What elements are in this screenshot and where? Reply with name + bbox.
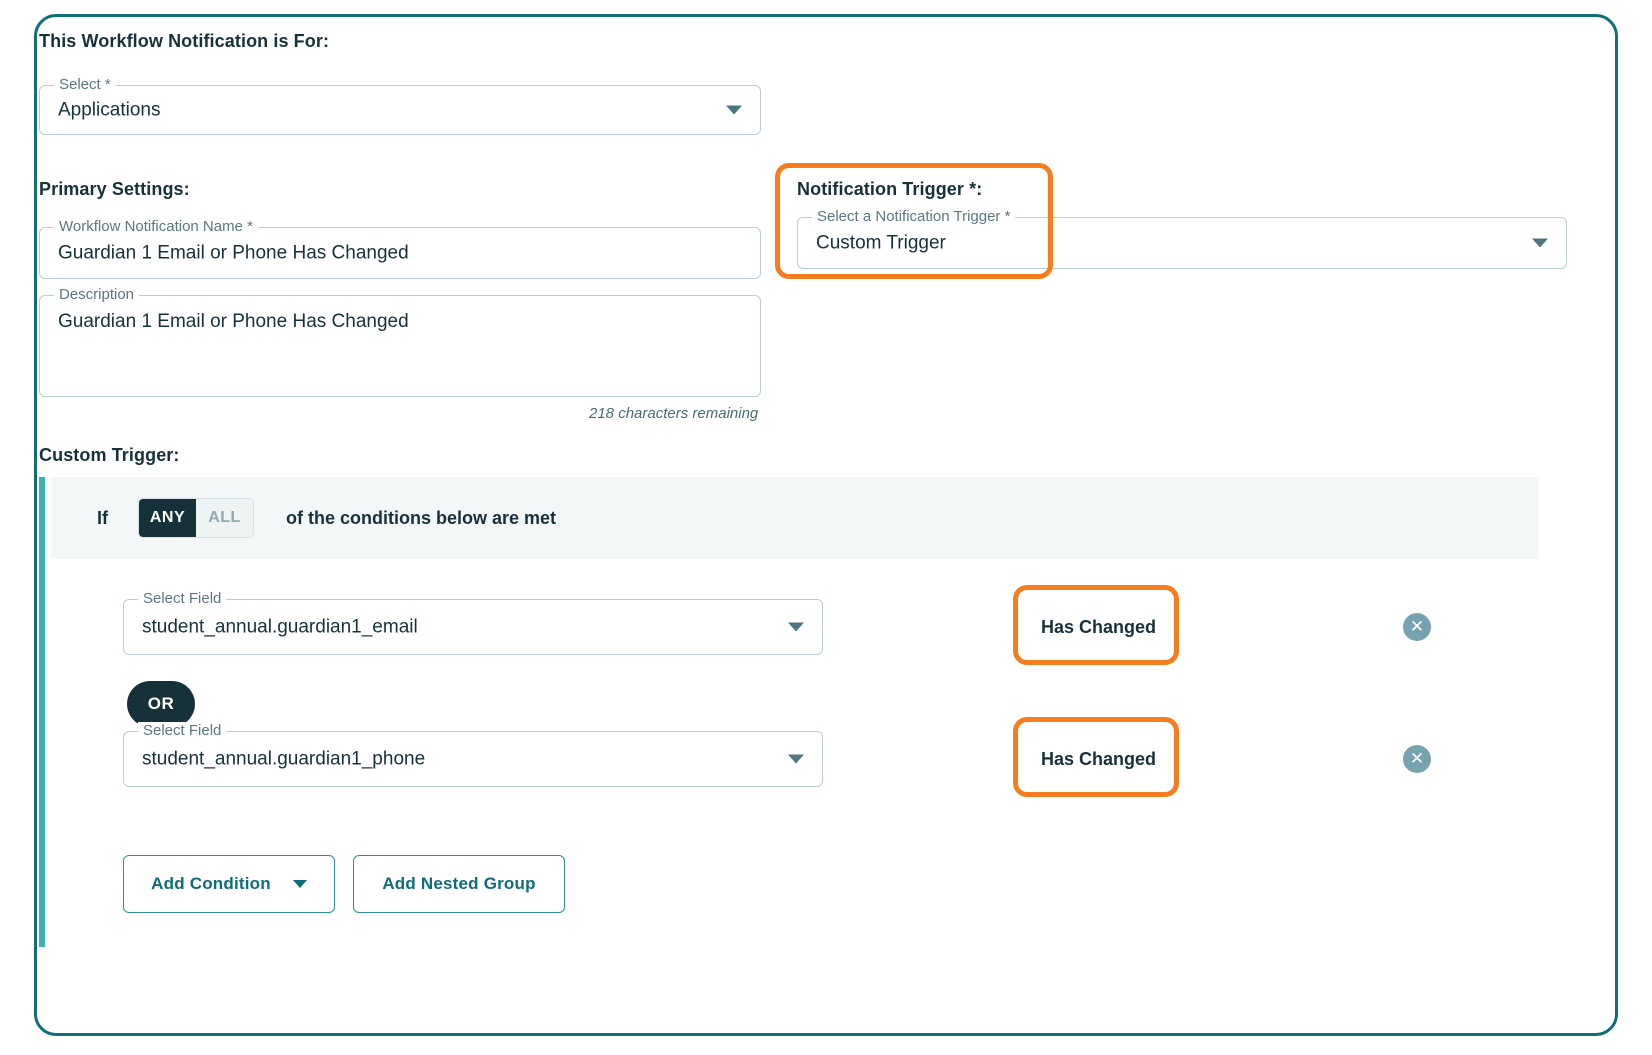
- if-label: If: [97, 507, 108, 528]
- condition-2-field-select[interactable]: [123, 722, 823, 787]
- notification-trigger-legend: Select a Notification Trigger *: [812, 208, 1015, 225]
- entity-select-value: Applications: [58, 99, 161, 121]
- chevron-down-icon[interactable]: [788, 755, 804, 764]
- add-nested-group-button[interactable]: [353, 855, 565, 913]
- condition-1-field-select[interactable]: [123, 590, 823, 655]
- add-condition-button[interactable]: [123, 855, 335, 913]
- workflow-notification-card: [34, 14, 1618, 1036]
- condition-1-operator: Has Changed: [1041, 617, 1157, 637]
- trigger-panel-header: [51, 477, 1539, 559]
- workflow-notification-name-legend: Workflow Notification Name *: [54, 218, 258, 235]
- description-char-count: 218 characters remaining: [589, 405, 759, 422]
- condition-1-field-value: student_annual.guardian1_email: [142, 616, 418, 638]
- toggle-all[interactable]: ALL: [196, 499, 253, 537]
- join-operator-or[interactable]: OR: [127, 681, 195, 727]
- add-condition-label: Add Condition: [151, 874, 271, 893]
- custom-trigger-heading: Custom Trigger:: [39, 445, 180, 465]
- chevron-down-icon[interactable]: [293, 880, 307, 888]
- primary-settings-heading: Primary Settings:: [39, 179, 190, 199]
- condition-2-operator: Has Changed: [1041, 749, 1157, 769]
- conditions-area: [51, 559, 1539, 947]
- condition-2-field-legend: Select Field: [138, 722, 226, 739]
- custom-trigger-panel: [39, 477, 1539, 947]
- chevron-down-icon[interactable]: [726, 106, 742, 115]
- card-inner: [37, 17, 1615, 1033]
- condition-2-remove-button[interactable]: ✕: [1403, 745, 1431, 773]
- chevron-down-icon[interactable]: [1532, 239, 1548, 248]
- entity-select-legend: Select *: [54, 76, 116, 93]
- notification-trigger-value: Custom Trigger: [816, 232, 946, 254]
- notification-trigger-heading: Notification Trigger *:: [797, 179, 983, 199]
- condition-1-remove-button[interactable]: ✕: [1403, 613, 1431, 641]
- notification-trigger-select[interactable]: [797, 208, 1567, 269]
- page-title: This Workflow Notification is For:: [39, 31, 330, 51]
- add-nested-group-label: Add Nested Group: [382, 874, 536, 893]
- workflow-notification-name-value: Guardian 1 Email or Phone Has Changed: [58, 242, 409, 264]
- workflow-notification-name-field[interactable]: [39, 218, 761, 279]
- condition-1-field-legend: Select Field: [138, 590, 226, 607]
- chevron-down-icon[interactable]: [788, 623, 804, 632]
- entity-select[interactable]: [39, 76, 761, 135]
- condition-2-field-value: student_annual.guardian1_phone: [142, 748, 426, 770]
- description-value: Guardian 1 Email or Phone Has Changed: [58, 311, 409, 332]
- match-type-toggle[interactable]: [138, 498, 254, 538]
- description-field[interactable]: [39, 286, 761, 397]
- description-legend: Description: [54, 286, 139, 303]
- conditions-text: of the conditions below are met: [286, 507, 557, 528]
- toggle-any[interactable]: ANY: [139, 499, 196, 537]
